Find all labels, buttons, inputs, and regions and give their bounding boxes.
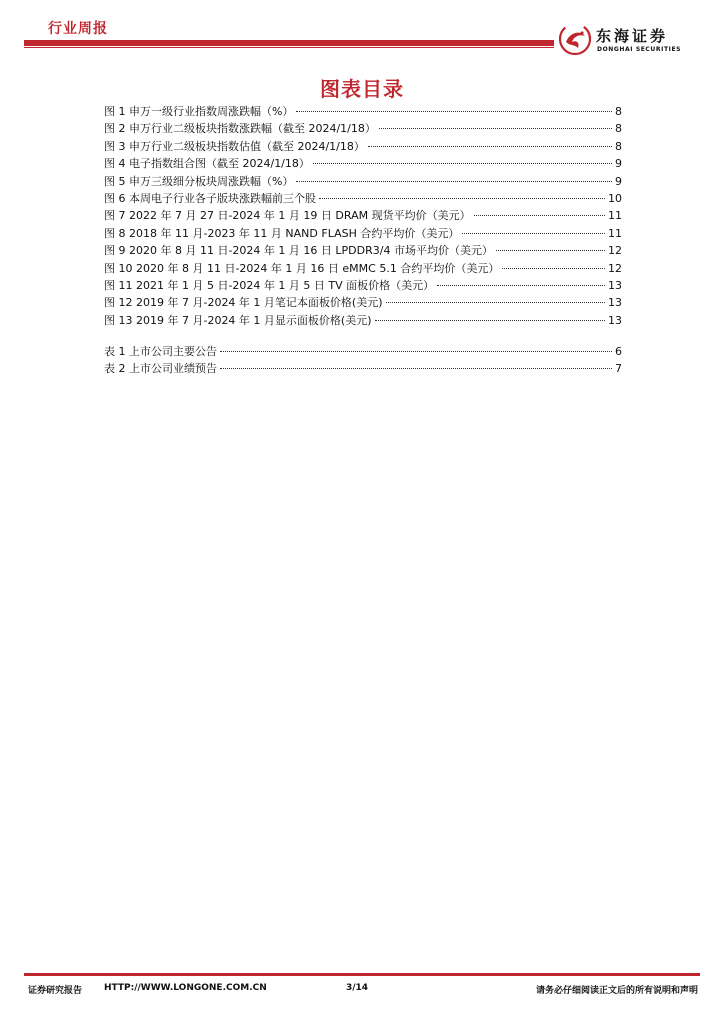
toc-entry-page: 9 — [615, 157, 622, 171]
toc-entry-label: 图 1 申万一级行业指数周涨跌幅（%） — [104, 105, 294, 118]
toc-entry-label: 图 6 本周电子行业各子版块涨跌幅前三个股 — [104, 191, 316, 205]
toc-entry-page: 8 — [615, 122, 622, 136]
toc-figure-entry[interactable] — [104, 155, 622, 172]
toc-dot-leader — [220, 368, 612, 369]
toc-dot-leader — [496, 250, 605, 251]
toc-dot-leader — [474, 215, 605, 216]
toc-dot-leader — [319, 198, 605, 199]
toc-figure-entry[interactable] — [104, 312, 622, 329]
toc-entry-label: 图 13 2019 年 7 月-2024 年 1 月显示面板价格(美元) — [104, 313, 372, 327]
toc-table-entry[interactable] — [104, 343, 622, 360]
toc-entry-label: 图 7 2022 年 7 月 27 日-2024 年 1 月 19 日 DRAM 现货平均价（美元） — [104, 209, 471, 223]
toc-list — [104, 103, 622, 378]
brand-name-cn: 东海证券 — [596, 27, 669, 45]
report-type-tag: 行业周报 — [48, 21, 108, 37]
toc-entry-label: 图 12 2019 年 7 月-2024 年 1 月笔记本面板价格(美元) — [104, 296, 383, 310]
toc-figure-entry[interactable] — [104, 190, 622, 207]
footer-website-link[interactable]: HTTP://WWW.LONGONE.COM.CN — [104, 983, 267, 993]
toc-dot-leader — [379, 128, 612, 129]
toc-table-entry[interactable] — [104, 360, 622, 377]
toc-dot-leader — [296, 181, 612, 182]
toc-entry-page: 10 — [608, 191, 622, 205]
toc-entry-page: 6 — [615, 345, 622, 359]
brand-name-en: DONGHAI SECURITIES — [597, 46, 682, 53]
footer-rule — [24, 973, 700, 976]
figure-list — [104, 103, 622, 329]
toc-figure-entry[interactable] — [104, 242, 622, 259]
footer-page-number: 3/14 — [346, 983, 369, 993]
toc-dot-leader — [502, 268, 605, 269]
toc-entry-label: 表 1 上市公司主要公告 — [104, 345, 217, 359]
toc-entry-page: 9 — [615, 174, 622, 188]
toc-dot-leader — [386, 302, 605, 303]
toc-entry-label: 图 9 2020 年 8 月 11 日-2024 年 1 月 16 日 LPDDR3/4 市场平均价（美元） — [104, 244, 493, 258]
toc-dot-leader — [368, 146, 612, 147]
toc-entry-page: 7 — [615, 362, 622, 376]
toc-entry-page: 13 — [608, 278, 622, 292]
toc-entry-page: 12 — [608, 261, 622, 275]
toc-title: 图表目录 — [320, 77, 404, 101]
toc-entry-label: 图 11 2021 年 1 月 5 日-2024 年 1 月 5 日 TV 面板价格（美元） — [104, 278, 435, 292]
toc-entry-label: 图 5 申万三级细分板块周涨跌幅（%） — [104, 174, 294, 188]
toc-entry-label: 图 3 申万行业二级板块指数估值（截至 2024/1/18） — [104, 139, 365, 153]
footer-disclaimer: 请务必仔细阅读正文后的所有说明和声明 — [535, 986, 698, 996]
toc-entry-label: 图 10 2020 年 8 月 11 日-2024 年 1 月 16 日 eMMC 5.1 合约平均价（美元） — [104, 261, 500, 275]
toc-entry-label: 表 2 上市公司业绩预告 — [104, 362, 217, 376]
toc-entry-page: 8 — [615, 105, 622, 118]
toc-entry-label: 图 8 2018 年 11 月-2023 年 11 月 NAND FLASH 合约平均价（美元） — [104, 226, 460, 240]
toc-figure-entry[interactable] — [104, 294, 622, 311]
toc-figure-entry[interactable] — [104, 225, 622, 242]
toc-dot-leader — [375, 320, 605, 321]
toc-figure-entry[interactable] — [104, 138, 622, 155]
toc-entry-page: 13 — [608, 313, 622, 327]
toc-figure-entry[interactable] — [104, 277, 622, 294]
dragon-logo-icon — [558, 22, 592, 56]
toc-figure-entry[interactable] — [104, 120, 622, 137]
toc-figure-entry[interactable] — [104, 103, 622, 120]
toc-figure-entry[interactable] — [104, 173, 622, 190]
toc-entry-label: 图 4 电子指数组合图（截至 2024/1/18） — [104, 157, 310, 171]
toc-dot-leader — [220, 351, 612, 352]
toc-dot-leader — [437, 285, 605, 286]
brand-logo — [558, 22, 708, 58]
footer-report-label: 证券研究报告 — [28, 986, 83, 996]
toc-entry-page: 11 — [608, 209, 622, 223]
toc-entry-page: 8 — [615, 139, 622, 153]
toc-dot-leader — [313, 163, 612, 164]
toc-entry-page: 12 — [608, 244, 622, 258]
toc-figure-entry[interactable] — [104, 260, 622, 277]
toc-entry-page: 11 — [608, 226, 622, 240]
toc-dot-leader — [462, 233, 605, 234]
toc-dot-leader — [296, 111, 612, 112]
toc-entry-page: 13 — [608, 296, 622, 310]
toc-entry-label: 图 2 申万行业二级板块指数涨跌幅（截至 2024/1/18） — [104, 122, 376, 136]
table-list — [104, 343, 622, 378]
header-rule-thin — [24, 47, 554, 48]
header-rule — [24, 40, 554, 46]
toc-figure-entry[interactable] — [104, 207, 622, 224]
